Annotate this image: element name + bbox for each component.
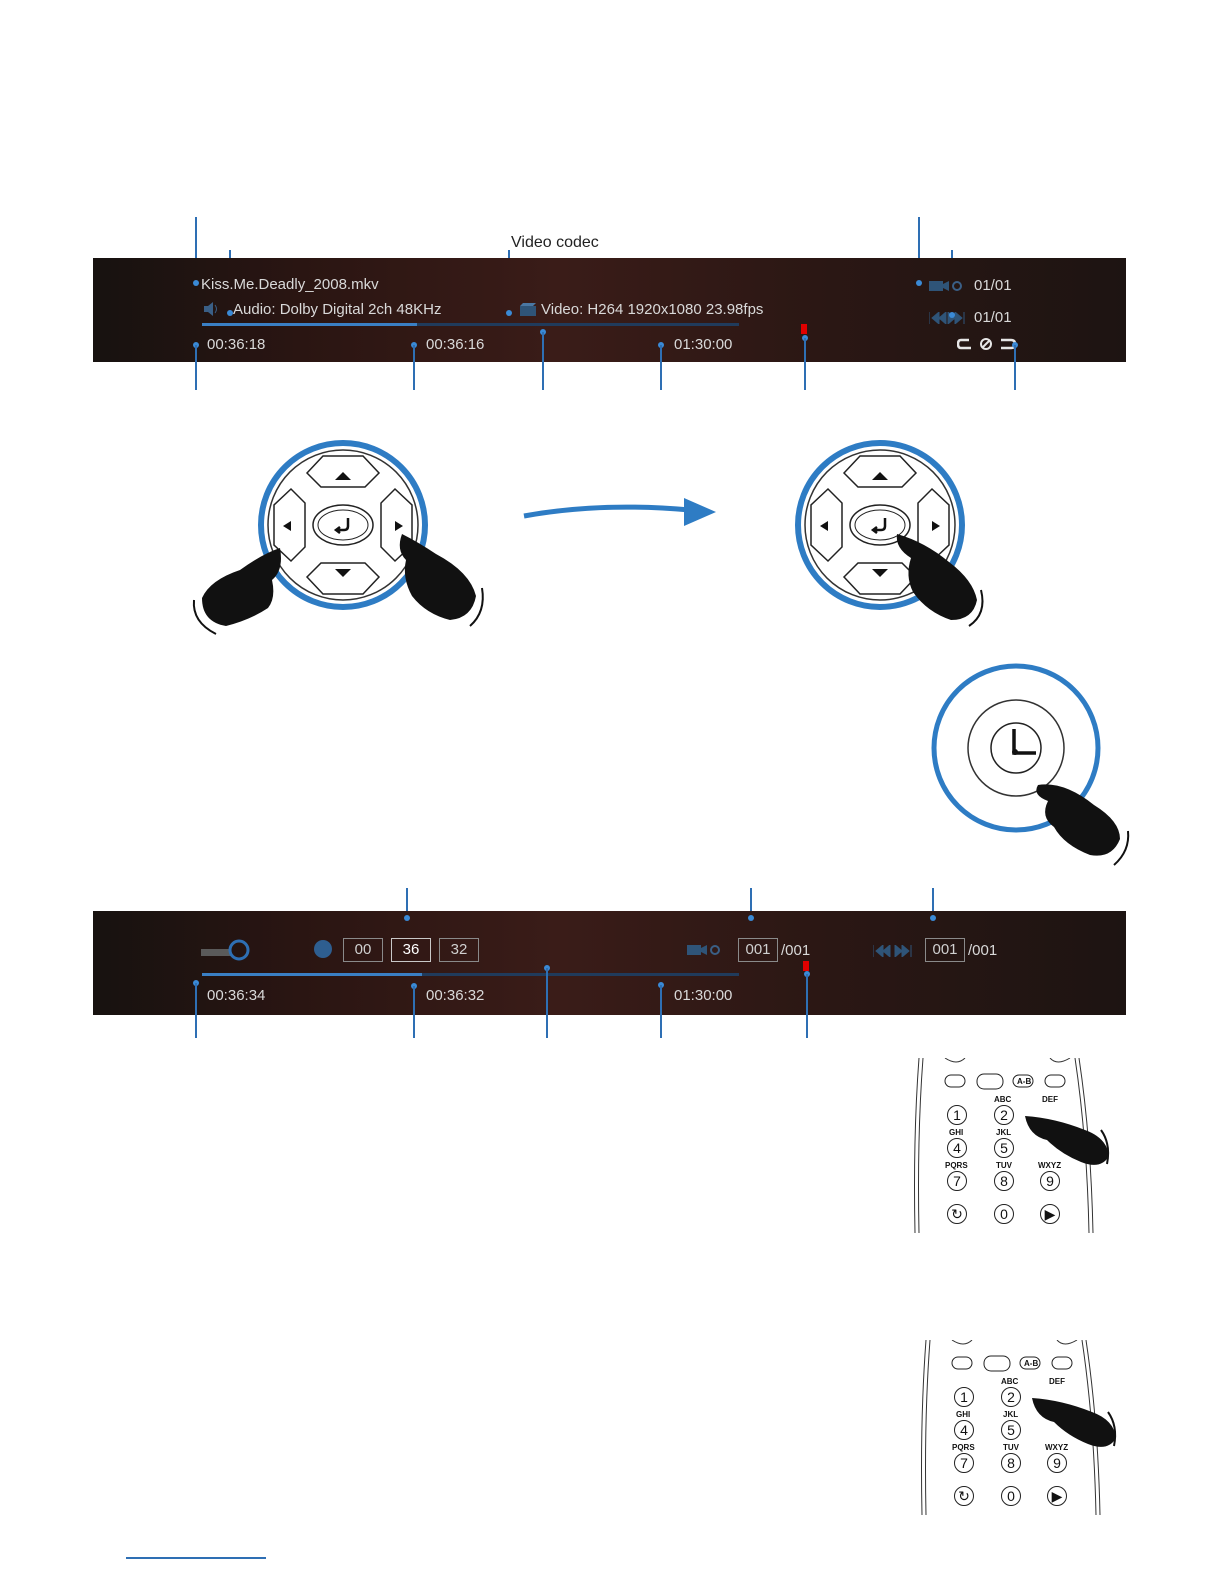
video-info: Video: H264 1920x1080 23.98fps: [541, 301, 764, 318]
key-1[interactable]: 1: [954, 1387, 974, 1407]
repeat-off-icons: [957, 337, 1019, 351]
preview-time: 00:36:32: [426, 987, 485, 1004]
hand-pointer-icon: [202, 548, 281, 626]
hours-field[interactable]: 00: [343, 938, 383, 962]
key-2[interactable]: 2: [1001, 1387, 1021, 1407]
elapsed-time: 00:36:34: [207, 987, 266, 1004]
key-4[interactable]: 4: [954, 1420, 974, 1440]
chapter-count: 01/01: [974, 309, 1012, 326]
key-7[interactable]: 7: [954, 1453, 974, 1473]
title-total: /001: [781, 942, 811, 959]
key-3-letters: DEF: [1042, 1095, 1058, 1104]
callout-dot: [916, 280, 922, 286]
goto-osd-bar: [93, 911, 1126, 1015]
progress-played: [202, 973, 422, 976]
seconds-field[interactable]: 32: [439, 938, 479, 962]
skip-icon: [873, 944, 913, 956]
title-field[interactable]: 001: [738, 938, 778, 962]
callout-dot: [404, 915, 410, 921]
minutes-field[interactable]: 36: [391, 938, 431, 962]
key-2-letters: ABC: [1001, 1377, 1019, 1386]
search-key-icon: [201, 939, 253, 961]
chapter-total: /001: [968, 942, 998, 959]
key-5[interactable]: 5: [994, 1138, 1014, 1158]
callout-line: [542, 332, 544, 390]
filename: Kiss.Me.Deadly_2008.mkv: [201, 276, 379, 293]
skip-icon: [929, 311, 965, 323]
key-4[interactable]: 4: [947, 1138, 967, 1158]
callout-dot: [227, 310, 233, 316]
key-9[interactable]: 9: [1040, 1171, 1060, 1191]
callout-line: [195, 345, 197, 390]
video-codec-caption: Video codec: [511, 234, 599, 251]
flow-arrow-icon: [520, 492, 720, 532]
callout-dot: [506, 310, 512, 316]
callout-line: [546, 968, 548, 1038]
key-0[interactable]: 0: [1001, 1486, 1021, 1506]
key-0[interactable]: 0: [994, 1204, 1014, 1224]
key-9-letters: WXYZ: [1038, 1161, 1062, 1170]
key-9[interactable]: 9: [1047, 1453, 1067, 1473]
top-button-label: A-B: [1017, 1077, 1032, 1086]
speaker-icon: [203, 302, 221, 316]
progress-played: [202, 323, 417, 326]
callout-line: [413, 986, 415, 1038]
camera-icon: [929, 279, 963, 293]
key-7-letters: PQRS: [945, 1161, 968, 1170]
key-5[interactable]: 5: [1001, 1420, 1021, 1440]
callout-dot: [748, 915, 754, 921]
callout-line: [804, 338, 806, 390]
time-button[interactable]: [924, 655, 1134, 875]
key-5-letters: JKL: [996, 1128, 1012, 1137]
top-button-label: A-B: [1024, 1359, 1039, 1368]
film-icon: [519, 303, 537, 316]
total-time: 01:30:00: [674, 336, 733, 353]
callout-line: [195, 983, 197, 1038]
key-5-letters: JKL: [1003, 1410, 1019, 1419]
clock-small-icon: [314, 940, 332, 958]
key-9-letters: WXYZ: [1045, 1443, 1069, 1452]
key-4-letters: GHI: [949, 1128, 964, 1137]
repeat-key-icon[interactable]: ↻: [954, 1486, 974, 1506]
total-time: 01:30:00: [674, 987, 733, 1004]
hand-pointer-icon: [1036, 784, 1120, 855]
info-osd-bar: [93, 258, 1126, 362]
audio-info: Audio: Dolby Digital 2ch 48KHz: [233, 301, 442, 318]
elapsed-time: 00:36:18: [207, 336, 266, 353]
play-key-icon[interactable]: ▶: [1047, 1486, 1067, 1506]
callout-line: [660, 345, 662, 390]
key-3-letters: DEF: [1049, 1377, 1065, 1386]
key-2[interactable]: 2: [994, 1105, 1014, 1125]
key-4-letters: GHI: [956, 1410, 971, 1419]
callout-dot: [930, 915, 936, 921]
camera-icon: [687, 943, 721, 957]
key-1[interactable]: 1: [947, 1105, 967, 1125]
repeat-key-icon[interactable]: ↻: [947, 1204, 967, 1224]
key-7[interactable]: 7: [947, 1171, 967, 1191]
remote-nav-right: [715, 430, 1005, 640]
chapter-field[interactable]: 001: [925, 938, 965, 962]
hand-pointer-icon: [1025, 1116, 1109, 1165]
key-8[interactable]: 8: [994, 1171, 1014, 1191]
play-key-icon[interactable]: ▶: [1040, 1204, 1060, 1224]
remote-nav-left: [180, 430, 500, 640]
callout-line: [1014, 345, 1016, 390]
callout-line: [413, 345, 415, 390]
key-8-letters: TUV: [996, 1161, 1012, 1170]
callout-dot: [949, 312, 955, 318]
clock-icon: [991, 723, 1041, 773]
key-8[interactable]: 8: [1001, 1453, 1021, 1473]
hand-pointer-icon: [1032, 1398, 1116, 1447]
position-marker: [801, 324, 807, 334]
remote-keypad: [905, 1058, 1120, 1233]
key-7-letters: PQRS: [952, 1443, 975, 1452]
remote-keypad: [912, 1340, 1127, 1515]
callout-dot: [193, 280, 199, 286]
footer-rule: [126, 1557, 266, 1559]
hand-pointer-icon: [400, 534, 476, 620]
subtitle-count: 01/01: [974, 277, 1012, 294]
key-2-letters: ABC: [994, 1095, 1012, 1104]
callout-line: [806, 974, 808, 1038]
position-marker: [803, 961, 809, 971]
callout-line: [660, 985, 662, 1038]
preview-time: 00:36:16: [426, 336, 485, 353]
key-8-letters: TUV: [1003, 1443, 1019, 1452]
